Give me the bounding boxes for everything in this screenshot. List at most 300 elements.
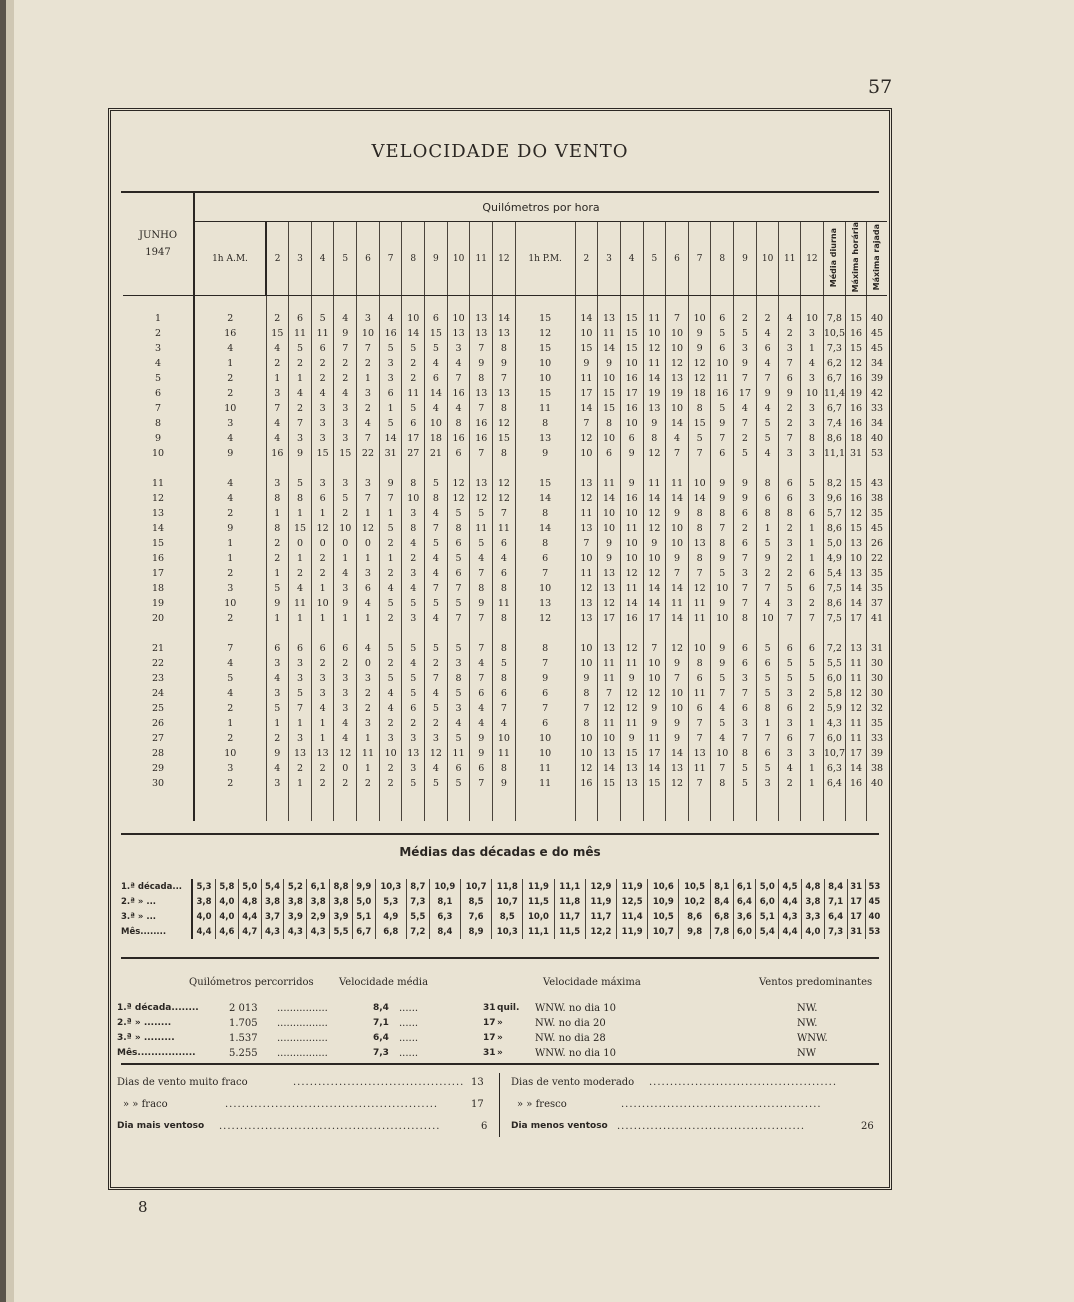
page-number: 57 [868,76,893,98]
gap-cell [620,806,643,821]
speed-cell: 7 [266,401,289,416]
decada-cell: 11,9 [523,879,554,894]
gap-cell [598,626,621,641]
gap-cell [666,296,689,312]
speed-cell: 15 [620,311,643,326]
speed-cell: 3 [357,386,380,401]
gap-cell [402,461,425,476]
speed-cell: 7 [711,686,734,701]
speed-cell: 7 [598,686,621,701]
speed-cell: 10 [643,671,666,686]
decada-cell: 5,5 [330,924,353,939]
speed-cell: 53 [870,448,884,460]
speed-cell: 2 [194,371,266,386]
speed-cell: 1 [756,716,779,731]
day-row [123,671,887,686]
speed-cell: 1 [357,506,380,521]
page-gutter [6,0,14,1302]
speed-cell: 10 [688,641,711,656]
speed-cell: 10 [711,746,734,761]
speed-cell: 16 [711,386,734,401]
speed-cell: 5 [402,641,425,656]
speed-cell: 4 [357,416,380,431]
speed-cell: 2 [266,311,289,326]
speed-cell: 12 [846,701,867,716]
day-row [123,341,887,356]
gap-cell [289,296,312,312]
speed-cell: 0 [357,656,380,671]
speed-cell: 3 [311,686,334,701]
speed-cell: 13 [666,371,689,386]
decada-cell: 53 [868,881,881,892]
gap-cell [266,296,289,312]
gap-cell [289,461,312,476]
day-row [123,596,887,611]
decada-cell: 6,0 [756,894,779,909]
speed-cell: 18 [425,431,448,446]
speed-cell: 8 [779,506,801,521]
speed-cell: 2 [311,551,334,566]
speed-cell: 6 [779,371,801,386]
speed-cell: 12 [493,476,516,491]
gap-cell [734,626,757,641]
speed-cell: 13 [666,761,689,776]
speed-cell: 5 [266,581,289,596]
summary-label: 3.ª » ......... [117,1033,175,1043]
gap-cell [688,461,711,476]
speed-cell: 17 [846,611,867,626]
speed-cell: 4 [470,551,493,566]
speed-cell: 9 [643,416,666,431]
speed-cell: 2 [194,566,266,581]
gap-cell [688,296,711,312]
speed-cell: 3 [800,746,823,761]
speed-cell: 7 [493,701,516,716]
speed-cell: 1 [266,716,289,731]
speed-cell: 5,7 [823,506,845,521]
decada-cell: 4,6 [216,924,239,939]
decada-cell: 10,9 [429,879,460,894]
gap-cell [800,296,823,312]
speed-cell: 6 [311,641,334,656]
speed-cell: 10 [334,521,357,536]
speed-cell: 9 [379,476,402,491]
speed-cell: 26 [870,538,884,550]
decada-cell: 8,4 [824,879,847,894]
speed-cell: 9 [334,596,357,611]
speed-cell: 2 [779,776,801,791]
speed-cell: 4 [311,701,334,716]
gap-cell [402,806,425,821]
speed-cell: 8 [470,371,493,386]
speed-cell: 4 [711,701,734,716]
speed-cell: 3 [800,446,823,461]
speed-cell: 5 [779,581,801,596]
predominant-wind: NW. [797,1003,818,1014]
gap-cell [402,626,425,641]
speed-cell: 4 [447,401,470,416]
speed-cell: 10 [598,371,621,386]
speed-cell: 7 [575,701,598,716]
speed-cell: 7 [688,446,711,461]
speed-cell: 7 [515,566,575,581]
speed-cell: 1 [311,611,334,626]
decada-cell: 11,9 [617,924,648,939]
speed-cell: 5 [447,551,470,566]
speed-cell: 5 [800,476,823,491]
speed-cell: 9 [334,326,357,341]
speed-cell: 14 [846,761,867,776]
day-row [123,611,887,626]
speed-cell: 3 [289,731,312,746]
speed-cell: 10 [620,356,643,371]
gap-cell [447,791,470,806]
speed-cell: 4 [756,401,779,416]
speed-cell: 11 [620,716,643,731]
speed-cell: 8 [515,536,575,551]
speed-cell: 7 [800,731,823,746]
speed-cell: 11,4 [823,388,845,400]
gap-cell [620,296,643,312]
day-number: 19 [123,596,194,611]
speed-cell: 10 [711,611,734,626]
speed-cell: 1 [289,776,312,791]
speed-cell: 7 [515,656,575,671]
gap-cell [470,806,493,821]
stat-header [823,222,845,296]
speed-cell: 9 [289,446,312,461]
dots: ...... [399,1003,419,1014]
gap-cell [123,626,194,641]
speed-cell: 5,4 [823,566,845,581]
decada-label: 1.ª década... [119,879,192,894]
speed-cell: 7,8 [823,311,845,326]
speed-cell: 19 [666,386,689,401]
speed-cell: 13 [515,596,575,611]
speed-cell: 7 [334,341,357,356]
day-number: 16 [123,551,194,566]
speed-cell: 1 [379,551,402,566]
speed-cell: 3 [334,401,357,416]
speed-cell: 5 [425,536,448,551]
speed-cell: 5 [311,311,334,326]
speed-cell: 10 [575,641,598,656]
speed-cell: 9 [470,746,493,761]
gap-cell [357,461,380,476]
speed-cell: 5 [334,491,357,506]
gap-cell [867,806,888,821]
speed-cell: 3 [334,701,357,716]
speed-cell: 7 [470,611,493,626]
speed-cell: 12 [846,506,867,521]
decada-cell: 4,0 [192,909,216,924]
speed-cell: 8,6 [823,596,845,611]
speed-cell: 30 [870,658,884,670]
speed-cell: 9 [688,341,711,356]
speed-cell: 7 [666,446,689,461]
speed-cell: 3 [266,776,289,791]
speed-cell: 13 [620,761,643,776]
day-number: 13 [123,506,194,521]
speed-cell: 3 [402,611,425,626]
day-row [123,506,887,521]
gap-cell [379,296,402,312]
fraco-value: 17 [471,1099,484,1110]
speed-cell: 7 [470,671,493,686]
medias-divider [121,833,879,835]
muito-fraco-value: 13 [471,1077,484,1088]
decada-cell: 7,2 [406,924,429,939]
speed-cell: 15 [515,476,575,491]
dots: ............................................. [617,1121,806,1132]
day-number: 15 [123,536,194,551]
decada-cell: 8,4 [429,924,460,939]
speed-cell: 6,2 [823,356,845,371]
speed-cell: 7 [425,521,448,536]
speed-cell: 5 [379,641,402,656]
day-row [123,416,887,431]
speed-cell: 5 [266,701,289,716]
speed-cell: 10 [598,506,621,521]
speed-cell: 6 [402,701,425,716]
speed-cell: 3 [779,446,801,461]
speed-cell: 14 [846,596,867,611]
speed-cell: 10 [425,416,448,431]
gap-cell [334,791,357,806]
speed-cell: 5 [470,506,493,521]
speed-cell: 5 [447,596,470,611]
speed-cell: 3 [194,581,266,596]
hour-header: 10 [447,222,470,296]
speed-cell: 6 [334,641,357,656]
decada-cell: 10,2 [679,894,710,909]
day-row [123,521,887,536]
speed-cell: 3 [779,536,801,551]
speed-cell: 11 [515,776,575,791]
speed-cell: 10 [402,311,425,326]
decada-cell: 8,4 [710,894,733,909]
gap-cell [643,791,666,806]
speed-cell: 27 [402,446,425,461]
speed-cell: 1 [357,371,380,386]
speed-cell: 6 [779,701,801,716]
dots: ................................................... [225,1099,439,1110]
speed-cell: 3 [402,731,425,746]
decada-cell: 3,8 [192,894,216,909]
speed-cell: 12 [666,356,689,371]
speed-cell: 1 [266,566,289,581]
speed-cell: 45 [870,328,884,340]
speed-cell: 5 [402,686,425,701]
gap-cell [666,461,689,476]
day-number: 24 [123,686,194,701]
gap-cell [620,791,643,806]
speed-cell: 3 [379,731,402,746]
speed-cell: 2 [194,506,266,521]
decada-cell: 11,9 [585,894,616,909]
speed-cell: 2 [311,356,334,371]
speed-cell: 1 [800,776,823,791]
speed-cell: 14 [575,311,598,326]
speed-cell: 12 [598,701,621,716]
gap-cell [266,461,289,476]
vmax-value: 31 [483,1048,496,1058]
speed-cell: 32 [870,703,884,715]
speed-cell: 4 [266,431,289,446]
speed-cell: 8 [688,551,711,566]
speed-cell: 10 [688,311,711,326]
speed-cell: 7 [779,431,801,446]
decada-row [119,924,883,939]
speed-cell: 8 [470,581,493,596]
gap-cell [800,791,823,806]
speed-cell: 35 [870,583,884,595]
speed-cell: 6 [779,731,801,746]
day-row [123,326,887,341]
speed-cell: 15 [688,416,711,431]
speed-cell: 8 [447,416,470,431]
speed-cell: 16 [620,611,643,626]
speed-cell: 42 [870,388,884,400]
summary-label: 2.ª » ........ [117,1018,172,1028]
gap-cell [666,806,689,821]
speed-cell: 2 [334,371,357,386]
speed-cell: 12 [493,416,516,431]
speed-cell: 2 [779,416,801,431]
gap-cell [425,806,448,821]
speed-cell: 7 [711,431,734,446]
speed-cell: 15 [620,746,643,761]
decada-cell: 6,1 [307,879,330,894]
speed-cell: 9 [598,356,621,371]
gap-cell [447,296,470,312]
gap-cell [402,296,425,312]
speed-cell: 4 [194,686,266,701]
speed-cell: 2 [756,566,779,581]
speed-cell: 10 [666,686,689,701]
speed-cell: 11 [470,521,493,536]
speed-cell: 8 [493,761,516,776]
speed-cell: 37 [870,598,884,610]
speed-cell: 6 [756,341,779,356]
speed-cell: 2 [402,551,425,566]
menos-ventoso-label: Dia menos ventoso [511,1121,608,1131]
speed-cell: 4 [711,731,734,746]
gap-cell [493,461,516,476]
speed-cell: 3 [334,671,357,686]
speed-cell: 17 [620,386,643,401]
gap-cell [493,296,516,312]
speed-cell: 7 [357,341,380,356]
speed-cell: 5,8 [823,686,845,701]
speed-cell: 9 [666,656,689,671]
speed-cell: 3 [357,671,380,686]
decada-cell: 5,0 [238,879,261,894]
speed-cell: 9 [643,701,666,716]
day-row [123,566,887,581]
speed-cell: 6 [493,566,516,581]
gap-cell [711,461,734,476]
decada-cell: 31 [847,924,865,939]
gap-cell [123,806,194,821]
speed-cell: 10 [643,656,666,671]
speed-cell: 2 [779,566,801,581]
speed-cell: 4 [756,596,779,611]
speed-cell: 16 [620,401,643,416]
speed-cell: 11 [402,386,425,401]
speed-cell: 11 [711,371,734,386]
speed-cell: 6 [470,761,493,776]
gap-cell [379,461,402,476]
speed-cell: 9 [666,716,689,731]
speed-cell: 5 [379,416,402,431]
decada-cell: 10,7 [460,879,491,894]
speed-cell: 8 [688,656,711,671]
speed-cell: 3 [779,686,801,701]
vmax-unit: » [497,1018,503,1028]
summary-label: 1.ª década........ [117,1003,199,1013]
stat-header [867,222,888,296]
speed-cell: 3 [734,671,757,686]
decada-cell: 12,9 [585,879,616,894]
dots: ................ [277,1048,328,1059]
gap-cell [643,626,666,641]
decada-row [119,879,883,894]
vmax-unit: » [497,1033,503,1043]
speed-cell: 4 [194,431,266,446]
speed-cell: 7 [357,491,380,506]
speed-cell: 40 [870,313,884,325]
decada-cell: 5,4 [261,879,284,894]
bottom-divider [121,1063,879,1065]
speed-cell: 5 [447,506,470,521]
gap-cell [620,626,643,641]
gap-cell [493,791,516,806]
gap-cell [823,806,845,821]
speed-cell: 3 [800,371,823,386]
decada-label: Mês........ [119,924,192,939]
gap-cell [643,296,666,312]
speed-cell: 2 [311,656,334,671]
day-row [123,446,887,461]
day-row [123,656,887,671]
speed-cell: 3 [334,476,357,491]
mais-ventoso-label: Dia mais ventoso [117,1121,205,1131]
gap-cell [734,806,757,821]
year-label: 1947 [145,247,171,259]
speed-cell: 7 [470,446,493,461]
day-row [123,401,887,416]
speed-cell: 6,4 [823,776,845,791]
speed-cell: 5 [711,401,734,416]
speed-cell: 9 [515,446,575,461]
day-row [123,731,887,746]
gap-cell [756,296,779,312]
speed-cell: 11 [598,716,621,731]
gap-cell [779,791,801,806]
speed-cell: 2 [779,521,801,536]
speed-cell: 3 [402,566,425,581]
speed-cell: 11 [357,746,380,761]
stat-header [846,222,867,296]
speed-cell: 7 [470,641,493,656]
gap-cell [493,806,516,821]
day-row [123,491,887,506]
speed-cell: 10 [515,581,575,596]
speed-cell: 2 [266,536,289,551]
speed-cell: 9 [620,476,643,491]
speed-cell: 5 [447,686,470,701]
